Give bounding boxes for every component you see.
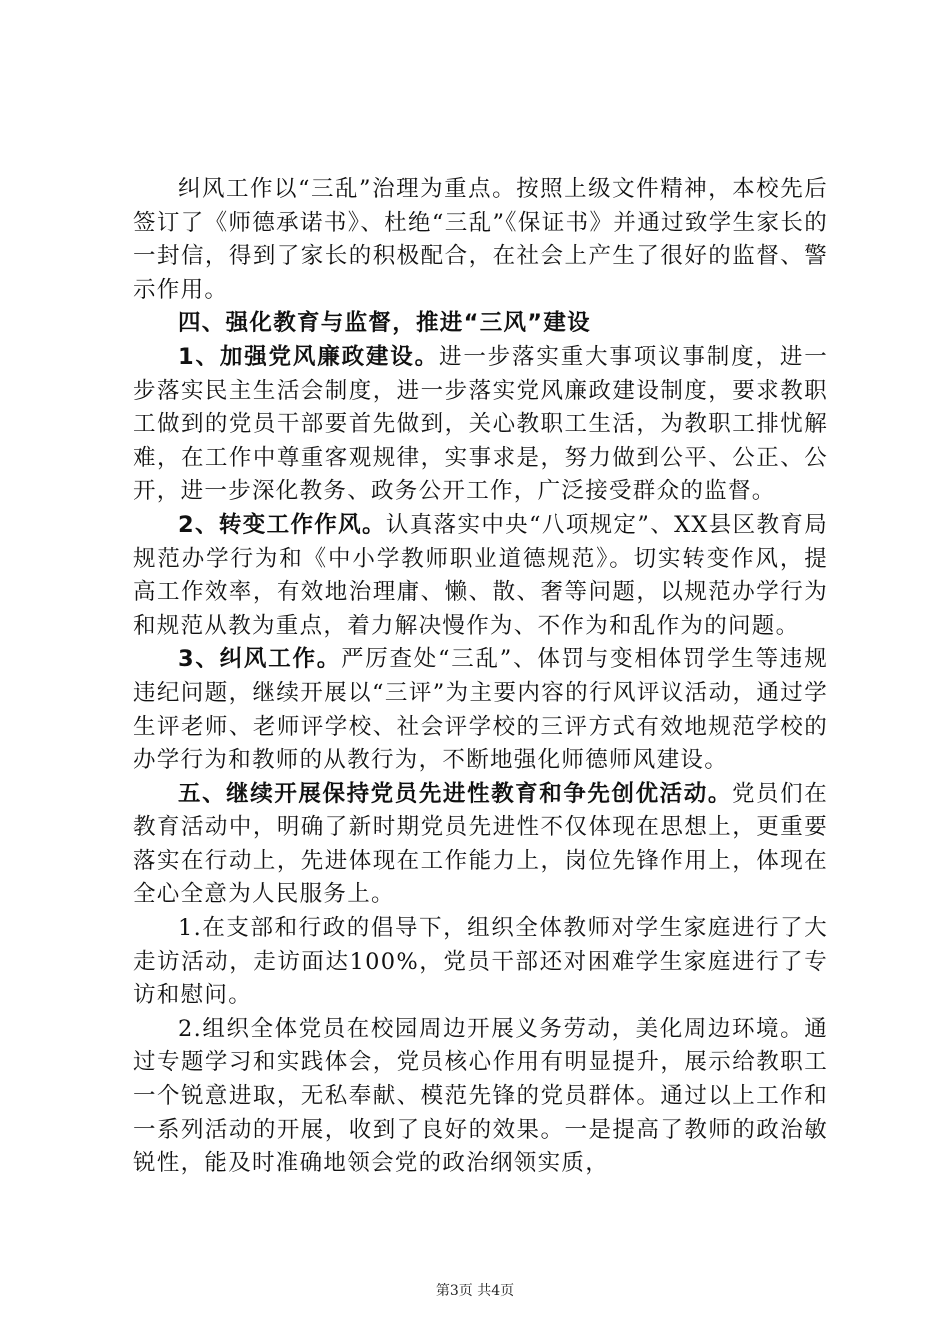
paragraph-text: 1.在支部和行政的倡导下，组织全体教师对学生家庭进行了大走访活动，走访面达100%，党员干部还对困难学生家庭进行了专访和慰问。 — [133, 915, 828, 1009]
paragraph-text: 纠风工作以“三乱”治理为重点。按照上级文件精神，本校先后签订了《师德承诺书》、杜绝“三乱”《保证书》并通过致学生家长的一封信，得到了家长的积极配合，在社会上产生了很好的监督、警示作用。 — [133, 176, 828, 303]
paragraph — [133, 778, 828, 912]
page-footer — [0, 1280, 950, 1300]
paragraph-text: 党员们在教育活动中，明确了新时期党员先进性不仅体现在思想上，更重要落实在行动上，先进体现在工作能力上，岗位先锋作用上，体现在全心全意为人民服务上。 — [133, 780, 829, 908]
paragraph-lead: 五、继续开展保持党员先进性教育和争先创优活动。 — [178, 780, 732, 807]
paragraph-text: 严厉查处“三乱”、体罚与变相体罚学生等违规违纪问题，继续开展以“三评”为主要内容的行风评议活动，通过学生评老师、老师评学校、社会评学校的三评方式有效地规范学校的办学行为和教师的从教行为，不断地强化师德师风建设。 — [133, 646, 828, 774]
paragraph — [133, 643, 828, 777]
paragraph — [133, 173, 828, 307]
paragraph-text: 进一步落实重大事项议事制度，进一步落实民主生活会制度，进一步落实党风廉政建设制度，要求教职工做到的党员干部要首先做到，关心教职工生活，为教职工排忧解难，在工作中尊重客观规律，实事求是，努力做到公平、公正、公开，进一步深化教务、政务公开工作，广泛接受群众的监督。 — [133, 343, 828, 505]
paragraph-text: 认真落实中央“八项规定”、XX县区教育局规范办学行为和《中小学教师职业道德规范》。切实转变作风，提高工作效率，有效地治理庸、懒、散、奢等问题，以规范办学行为和规范从教为重点，着力解决慢作为、不作为和乱作为的问题。 — [133, 511, 828, 639]
paragraph-lead: 2、转变工作作风。 — [178, 511, 386, 538]
document-body — [133, 173, 828, 1181]
paragraph — [133, 912, 828, 1013]
paragraph-lead: 3、纠风工作。 — [178, 646, 341, 673]
paragraph — [133, 341, 828, 509]
section-heading — [133, 307, 828, 341]
section-heading-text: 四、强化教育与监督，推进“三风”建设 — [178, 310, 591, 337]
paragraph — [133, 509, 828, 643]
paragraph-text: 2.组织全体党员在校园周边开展义务劳动，美化周边环境。通过专题学习和实践体会，党员核心作用有明显提升，展示给教职工一个锐意进取，无私奉献、模范先锋的党员群体。通过以上工作和一系列活动的开展，收到了良好的效果。一是提高了教师的政治敏锐性，能及时准确地领会党的政治纲领实质， — [133, 1015, 828, 1177]
paragraph-lead: 1、加强党风廉政建设。 — [178, 343, 439, 370]
paragraph — [133, 1013, 828, 1181]
page-number: 第3页 共4页 — [435, 1283, 515, 1299]
